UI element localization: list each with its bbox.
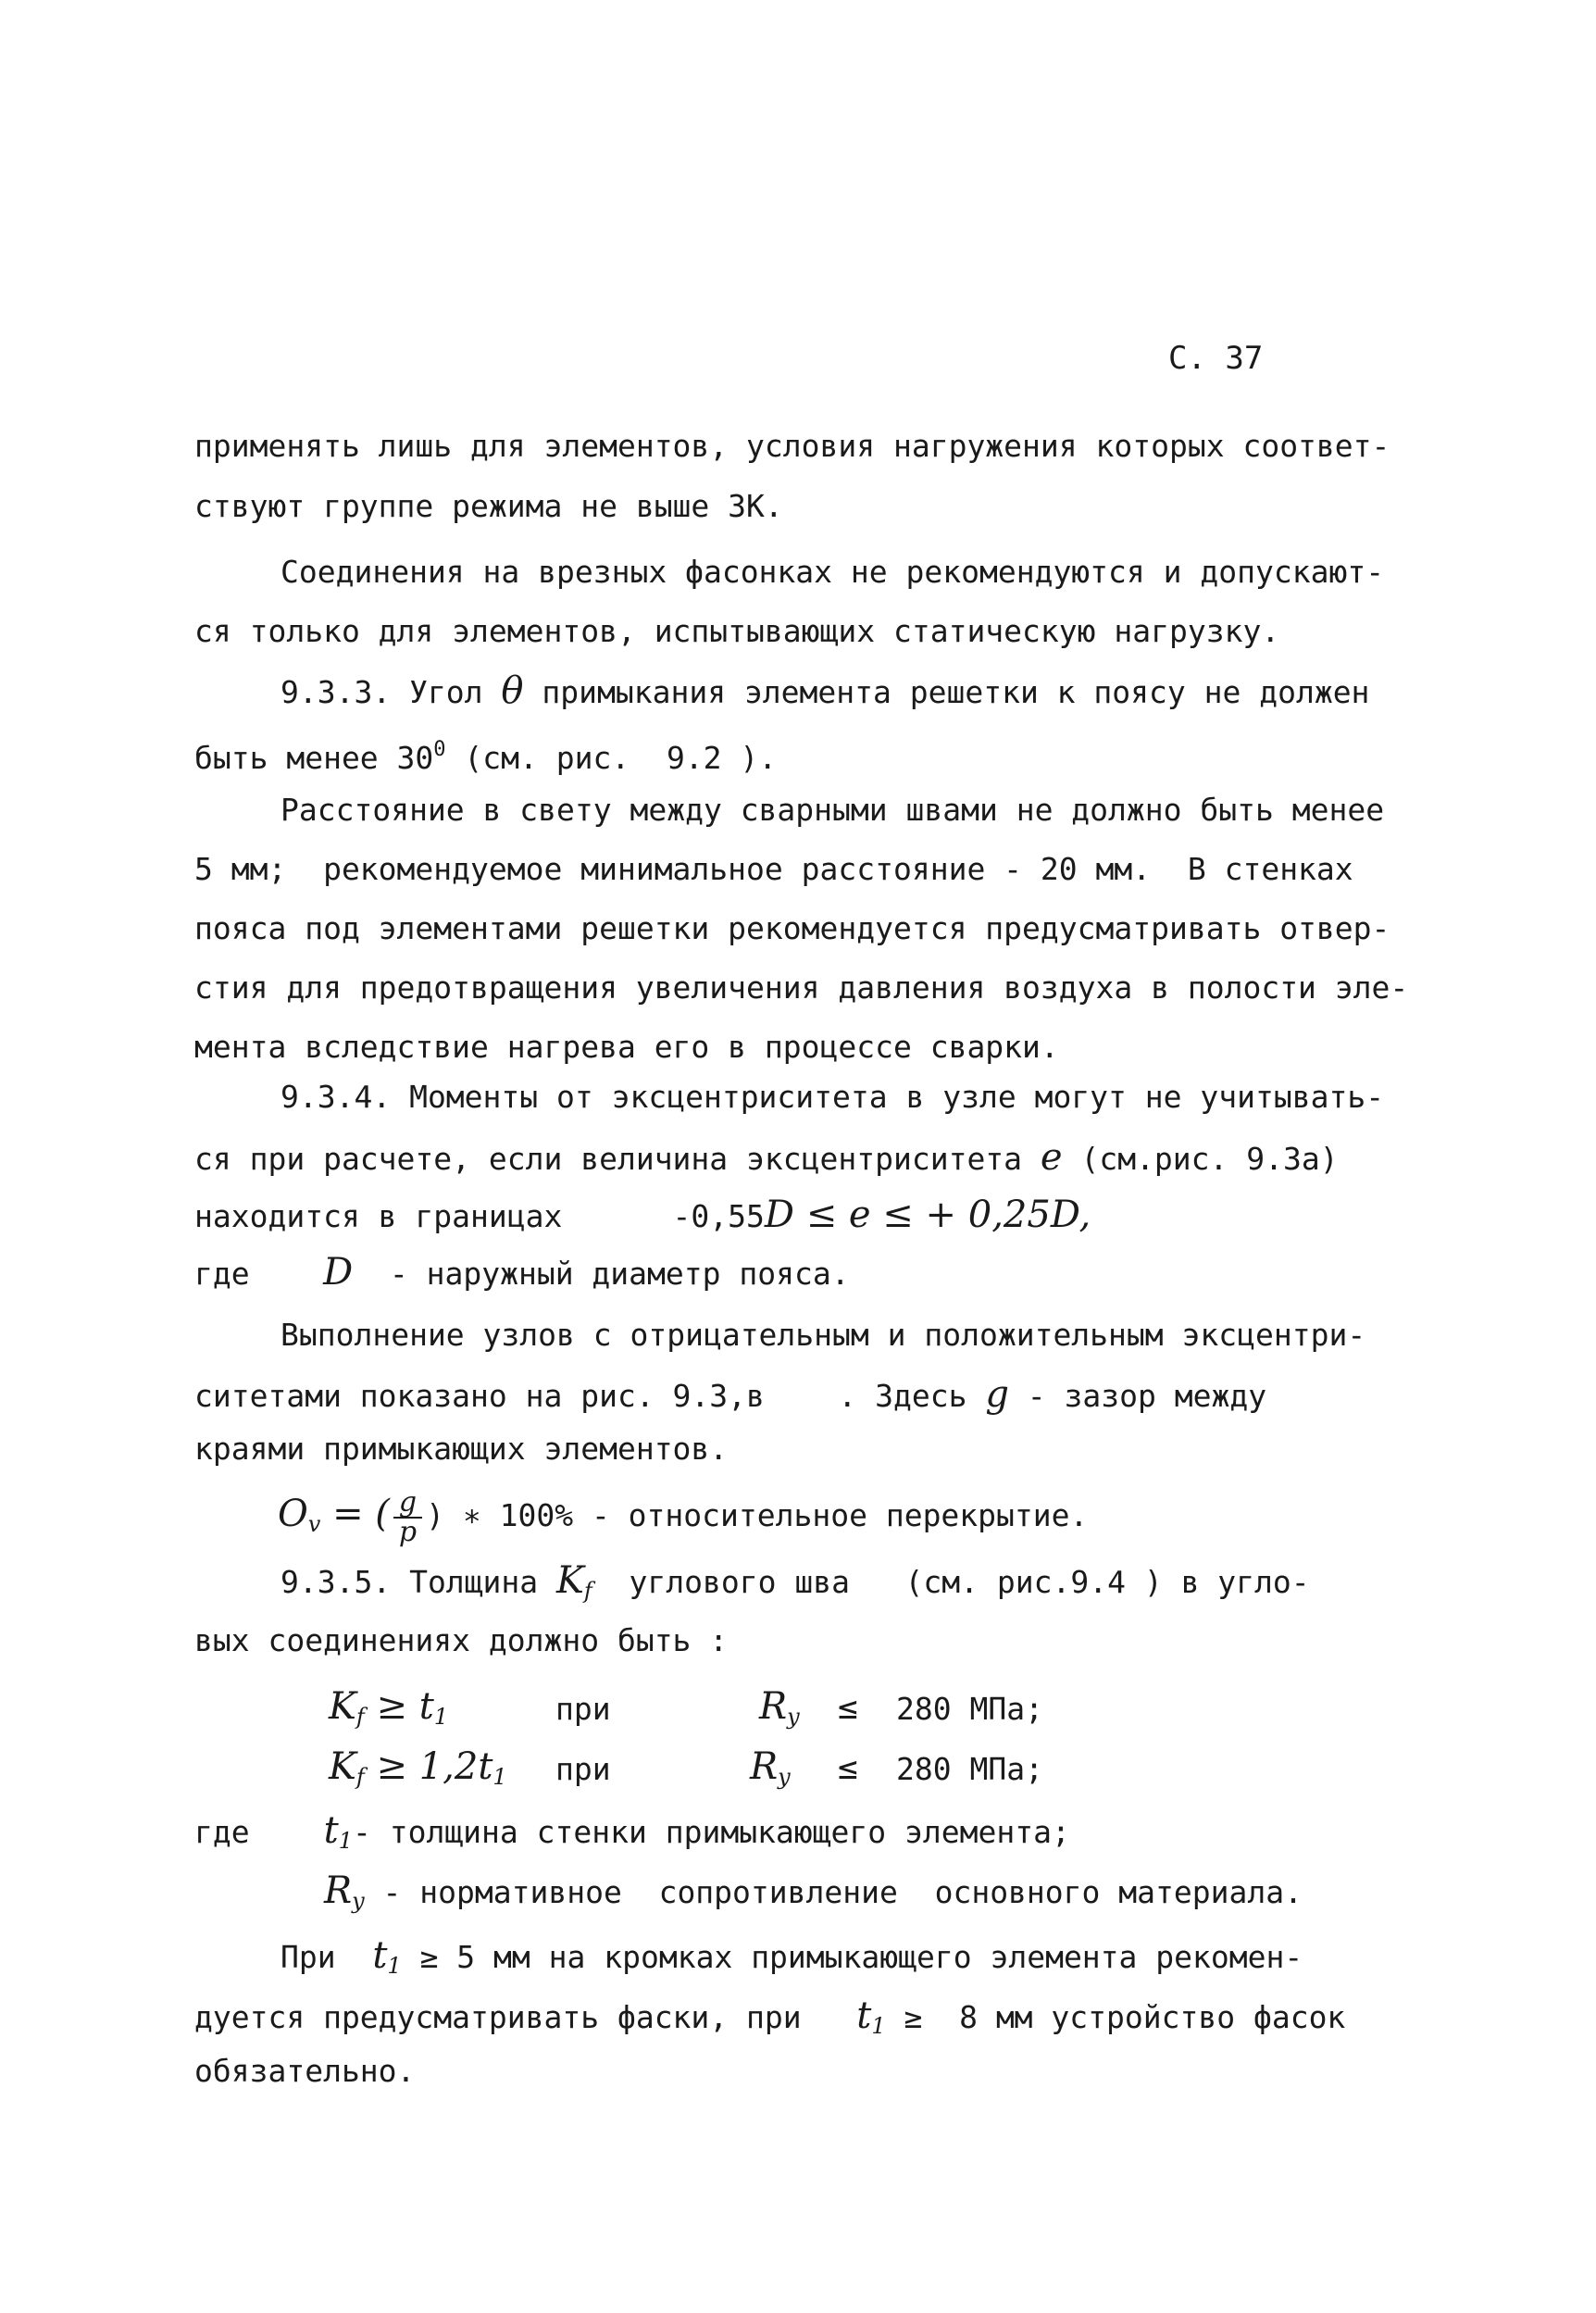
text-line: [194, 730, 1448, 779]
formula-symbol: O: [278, 1493, 308, 1535]
text-line: Соединения на врезных фасонках не рекомендуются и допускают-: [281, 554, 1385, 590]
less-equal-sign: ≤: [838, 1689, 858, 1727]
text: ≥ 5 мм на кромках примыкающего элемента рекомен-: [401, 1939, 1303, 1975]
less-equal-sign: ≤: [838, 1749, 858, 1787]
subscript: 1: [871, 2013, 886, 2039]
condition-word: при: [555, 1691, 611, 1727]
fraction: [393, 1485, 422, 1548]
degree-superscript: 0: [433, 738, 446, 761]
text: 9.3.5. Толщина: [281, 1564, 557, 1600]
text-line: применять лишь для элементов, условия нагружения которых соответ-: [194, 428, 1390, 464]
formula-lhs: [329, 1685, 448, 1730]
subscript: f: [583, 1578, 592, 1604]
text-line: [194, 1137, 1448, 1180]
text-line: стия для предотвращения увеличения давления воздуха в полости эле-: [194, 969, 1409, 1006]
symbol: t: [856, 1994, 872, 2037]
subscript: f: [355, 1764, 365, 1790]
text-line: ствуют группе режима не выше 3К.: [194, 488, 783, 524]
text-line: [281, 1560, 1448, 1611]
text: 9.3.3. Угол: [281, 674, 502, 710]
text-line: вых соединениях должно быть :: [194, 1622, 729, 1658]
text: - зазор между: [1008, 1378, 1267, 1414]
gap-symbol: g: [985, 1373, 1009, 1416]
text: находится в границах -0,55: [194, 1198, 765, 1234]
text: - наружный диаметр пояса.: [353, 1256, 850, 1292]
weld-thickness-symbol: K: [556, 1559, 584, 1602]
subscript: f: [355, 1704, 365, 1730]
eccentricity-symbol: e: [1040, 1136, 1063, 1179]
text: ≥ 8 мм устройство фасок: [885, 1999, 1346, 2035]
text: дуется предусматривать фаски, при: [194, 1999, 857, 2035]
text-line: 9.3.4. Моменты от эксцентриситета в узле могут не учитывать-: [281, 1079, 1385, 1115]
text-line: ся только для элементов, испытывающих статическую нагрузку.: [194, 613, 1280, 649]
text-line: 5 мм; рекомендуемое минимальное расстояние - 20 мм. В стенках: [194, 851, 1353, 887]
subscript: 1: [433, 1704, 449, 1730]
symbol: t: [372, 1934, 388, 1977]
text: примыкания элемента решетки к поясу не должен: [523, 674, 1370, 710]
limit-value: 280 МПа;: [896, 1691, 1043, 1727]
diameter-symbol: D: [323, 1251, 354, 1294]
subscript: y: [352, 1888, 365, 1914]
symbol: R: [759, 1685, 788, 1728]
eccentricity-range-formula: D ≤ e ≤ + 0,25D,: [764, 1194, 1091, 1236]
text: - толщина стенки примыкающего элемента;: [352, 1814, 1070, 1850]
symbol: R: [750, 1745, 779, 1788]
text-line: Расстояние в свету между сварными швами не должно быть менее: [281, 792, 1385, 828]
condition-word: при: [555, 1751, 611, 1787]
text: (см.рис. 9.3а): [1062, 1141, 1339, 1177]
formula-rhs: [759, 1685, 800, 1730]
text-line: обязательно.: [194, 2053, 416, 2089]
symbol: t: [323, 1809, 339, 1852]
theta-symbol: θ: [501, 669, 524, 712]
fraction-numerator: g: [393, 1489, 422, 1519]
symbol: K: [329, 1685, 356, 1728]
subscript: y: [778, 1764, 791, 1790]
subscript: 1: [387, 1953, 402, 1979]
formula-subscript: v: [307, 1511, 321, 1537]
symbol: ≥ t: [364, 1685, 434, 1728]
subscript: y: [787, 1704, 800, 1730]
symbol: ≥ 1,2t: [364, 1745, 493, 1788]
text: ся при расчете, если величина эксцентриситета: [194, 1141, 1041, 1177]
text: где: [194, 1814, 250, 1850]
limit-value: 280 МПа;: [896, 1751, 1043, 1787]
page-number: С. 37: [1168, 340, 1264, 377]
text-line: краями примыкающих элементов.: [194, 1431, 729, 1467]
text-line: [281, 670, 1448, 713]
symbol: K: [329, 1745, 356, 1788]
formula-lhs: [329, 1745, 507, 1790]
text-line: [194, 1194, 1448, 1237]
text: быть менее 30: [194, 740, 434, 776]
text: - нормативное сопротивление основного материала.: [364, 1874, 1303, 1910]
text-line: пояса под элементами решетки рекомендуется предусматривать отвер-: [194, 910, 1390, 946]
symbol: R: [324, 1869, 353, 1912]
fraction-denominator: p: [398, 1515, 418, 1548]
text-line: [194, 1810, 1448, 1861]
subscript: 1: [338, 1828, 353, 1854]
formula-row: [0, 1745, 1596, 1801]
text-line: [194, 1252, 1448, 1294]
overlap-formula: [278, 1482, 1448, 1557]
text: ситетами показано на рис. 9.3,в . Здесь: [194, 1378, 986, 1414]
text-line: мента вследствие нагрева его в процессе сварки.: [194, 1029, 1059, 1065]
formula-text: = (: [320, 1493, 390, 1535]
formula-rhs: [750, 1745, 791, 1790]
text-line: [194, 1374, 1448, 1417]
text-line: [281, 1935, 1448, 1986]
text: углового шва (см. рис.9.4 ) в угло-: [592, 1564, 1310, 1600]
formula-text: ) ∗ 100% - относительное перекрытие.: [426, 1497, 1089, 1533]
text: (см. рис. 9.2 ).: [445, 740, 778, 776]
text-line: [324, 1870, 1448, 1921]
text-line: Выполнение узлов с отрицательным и положительным эксцентри-: [281, 1317, 1366, 1353]
subscript: 1: [493, 1764, 507, 1790]
text-line: [194, 1995, 1448, 2046]
text: При: [281, 1939, 373, 1975]
formula-row: [0, 1685, 1596, 1741]
text: где: [194, 1256, 324, 1292]
